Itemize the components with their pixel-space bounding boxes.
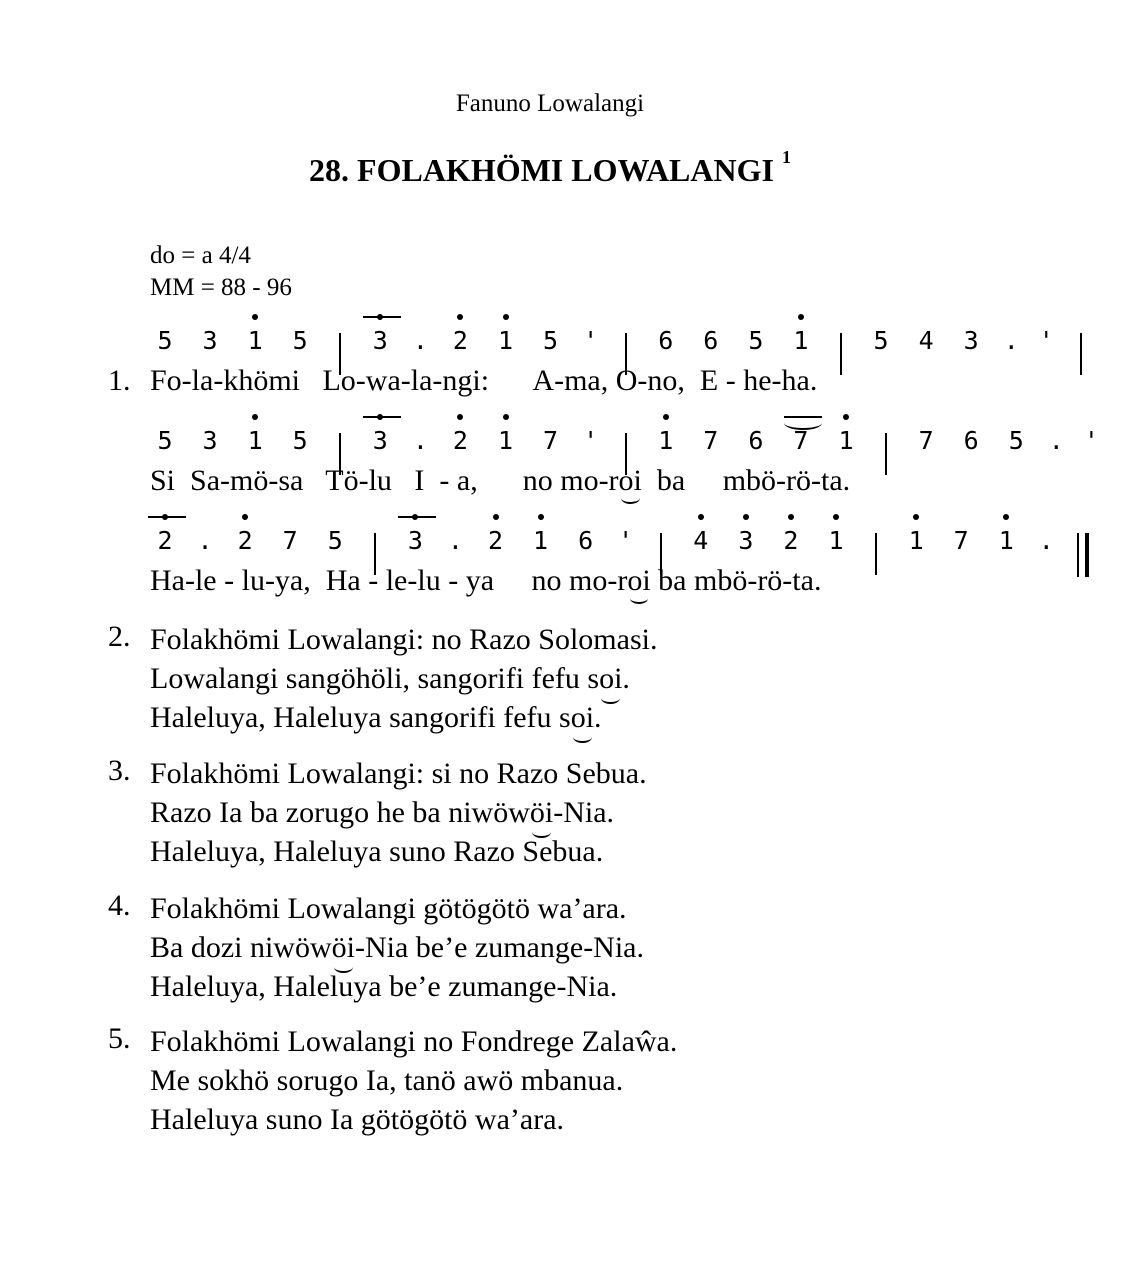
note-dot: . — [1048, 426, 1064, 455]
note: 5 — [292, 326, 308, 355]
notation-line-1 — [150, 314, 1091, 364]
note: 3 — [400, 514, 430, 555]
lyric-text: Si Sa-mö-sa Tö-lu I - a, no mo-r — [150, 464, 619, 497]
note: 1 — [240, 314, 270, 355]
verse-text: . — [622, 662, 630, 695]
note-dot: . — [1003, 326, 1019, 355]
note: 2 — [445, 414, 475, 455]
lyric-line-1: Fo-la-khömi Lo-wa-la-ngi: A-ma, O-no, E - he-ha. — [150, 364, 818, 397]
note: 1 — [651, 414, 681, 455]
note: 1 — [901, 514, 931, 555]
verse-number: 5. — [108, 1022, 131, 1055]
verse-4 — [150, 889, 644, 1006]
note: 1 — [831, 414, 861, 455]
footnote-marker: 1 — [781, 147, 791, 168]
verse-line: Folakhömi Lowalangi: si no Razo Sebua. — [150, 757, 647, 790]
note: 6 — [658, 326, 674, 355]
note: 5 — [1008, 426, 1024, 455]
breath-mark: ' — [583, 426, 599, 455]
breath-mark: ' — [583, 326, 599, 355]
bar-line — [365, 537, 385, 549]
verse-line — [150, 793, 647, 832]
verse-2 — [150, 620, 657, 737]
note: 3 — [365, 314, 395, 355]
note: 1 — [991, 514, 1021, 555]
slurred-syllable: oi — [599, 659, 622, 698]
verse-text: . — [594, 701, 602, 734]
note-dot: . — [197, 526, 213, 555]
bar-line — [616, 437, 636, 449]
note: 3 — [731, 514, 761, 555]
slurred-syllable: oi — [571, 698, 594, 737]
breath-mark: ' — [1038, 326, 1054, 355]
bar-line — [831, 337, 851, 349]
lyric-text: Ha-le - lu-ya, Ha - le-lu - ya no mo-r — [150, 564, 628, 597]
slurred-syllable: öi — [530, 793, 553, 832]
verse-line: Folakhömi Lowalangi götögötö wa’ara. — [150, 892, 627, 925]
note: 2 — [230, 514, 260, 555]
note-dot: . — [412, 326, 428, 355]
note: 5 — [543, 326, 559, 355]
bar-line — [1116, 437, 1125, 449]
verse-3 — [150, 754, 647, 871]
slurred-syllable: öi — [332, 928, 355, 967]
note: 7 — [282, 526, 298, 555]
slurred-syllable: oi — [618, 464, 642, 497]
verse-line — [150, 928, 644, 967]
verse-text: Haleluya, Haleluya sangorifi fefu s — [150, 701, 571, 734]
note: 6 — [748, 426, 764, 455]
notation-line-3 — [150, 514, 1097, 564]
note: 6 — [703, 326, 719, 355]
note: 5 — [327, 526, 343, 555]
verse-number: 4. — [108, 889, 131, 922]
note: 6 — [963, 426, 979, 455]
verse-line: Haleluya suno Ia götögötö wa’ara. — [150, 1103, 565, 1136]
verse-line: Me sokhö sorugo Ia, tanö awö mbanua. — [150, 1064, 624, 1097]
lyric-text: ba mbö-rö-ta. — [641, 464, 851, 497]
note: 4 — [686, 514, 716, 555]
note: 7 — [918, 426, 934, 455]
bar-line — [616, 337, 636, 349]
note: 5 — [748, 326, 764, 355]
verse-text: -Nia be’e zumange-Nia. — [354, 931, 644, 964]
lyric-line-3 — [150, 564, 821, 598]
bar-line — [651, 537, 671, 549]
verse-text: Razo Ia ba zorugo he ba niwöw — [150, 796, 530, 829]
verse-line: Folakhömi Lowalangi: no Razo Solomasi. — [150, 623, 658, 656]
note: 4 — [918, 326, 934, 355]
note: 1 — [491, 314, 521, 355]
note: 7 — [543, 426, 559, 455]
breath-mark: ' — [618, 526, 634, 555]
verse-text: Lowalangi sangöhöli, sangorifi fefu s — [150, 662, 600, 695]
bar-line — [1071, 337, 1091, 349]
breath-mark: ' — [1083, 426, 1099, 455]
bar-line — [330, 337, 350, 349]
note: 5 — [157, 426, 173, 455]
note-dot: . — [1038, 526, 1054, 555]
note: 2 — [445, 314, 475, 355]
verse-number: 1. — [108, 364, 131, 397]
verse-line — [150, 698, 657, 737]
verse-number: 2. — [108, 620, 131, 653]
note: 7 — [786, 414, 816, 455]
note: 1 — [821, 514, 851, 555]
note-dot: . — [447, 526, 463, 555]
verse-line: Haleluya, Haleluya be’e zumange-Nia. — [150, 970, 618, 1003]
verse-line — [150, 659, 657, 698]
bar-line — [866, 537, 886, 549]
note: 7 — [703, 426, 719, 455]
bar-line — [876, 437, 896, 449]
verse-number: 3. — [108, 754, 131, 787]
verse-text: Ba dozi niwöw — [150, 931, 332, 964]
hymn-title-text: 28. FOLAKHÖMI LOWALANGI — [309, 152, 774, 188]
lyric-line-2 — [150, 464, 850, 498]
note: 1 — [240, 414, 270, 455]
final-bar-line — [1071, 537, 1097, 549]
note: 2 — [481, 514, 511, 555]
slurred-syllable: oi — [627, 564, 651, 597]
tempo-marking: MM = 88 - 96 — [150, 274, 292, 301]
key-signature: do = a 4/4 — [150, 242, 251, 269]
note: 1 — [491, 414, 521, 455]
verse-text: -Nia. — [553, 796, 615, 829]
note: 5 — [157, 326, 173, 355]
note: 7 — [953, 526, 969, 555]
verse-line: Haleluya, Haleluya suno Razo Sebua. — [150, 835, 604, 868]
note-dot: . — [412, 426, 428, 455]
note: 3 — [202, 326, 218, 355]
hymn-title — [0, 147, 1100, 189]
note: 2 — [776, 514, 806, 555]
note: 1 — [786, 314, 816, 355]
note: 2 — [150, 514, 180, 555]
note: 1 — [526, 514, 556, 555]
running-header: Fanuno Lowalangi — [455, 90, 645, 117]
note: 3 — [963, 326, 979, 355]
note: 3 — [365, 414, 395, 455]
note: 6 — [578, 526, 594, 555]
note: 5 — [873, 326, 889, 355]
verse-5 — [150, 1022, 677, 1139]
notation-line-2 — [150, 414, 1125, 464]
note: 5 — [292, 426, 308, 455]
lyric-text: ba mbö-rö-ta. — [650, 564, 822, 597]
verse-line: Folakhömi Lowalangi no Fondrege Zalaŵa. — [150, 1025, 678, 1058]
bar-line — [330, 437, 350, 449]
note: 3 — [202, 426, 218, 455]
